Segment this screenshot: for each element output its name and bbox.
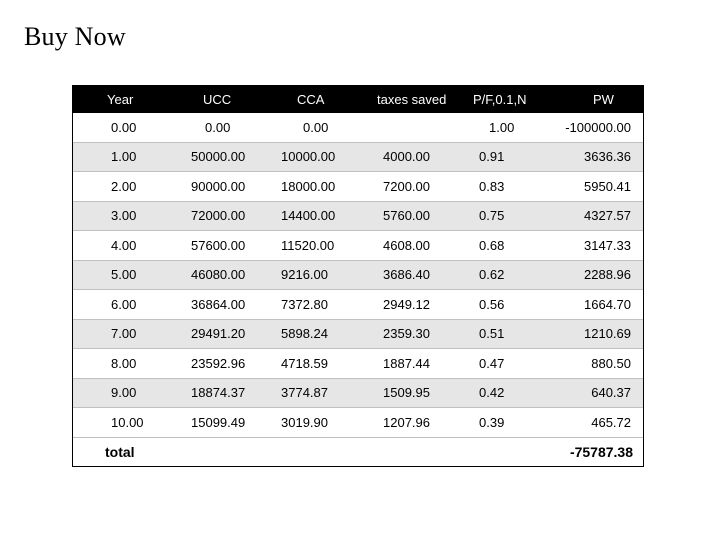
table-row (73, 172, 643, 202)
cca-cell: 9216.00 (281, 267, 328, 283)
taxes-saved-cell: 7200.00 (383, 178, 430, 194)
year-cell: 7.00 (111, 326, 137, 342)
year-cell: 2.00 (111, 178, 137, 194)
taxes-saved-cell: 1509.95 (383, 385, 430, 401)
pf-factor-cell: 0.47 (479, 355, 505, 371)
taxes-saved-cell: 1887.44 (383, 355, 430, 371)
ucc-cell: 90000.00 (191, 178, 246, 194)
table-row (73, 113, 643, 143)
table-body (73, 113, 643, 438)
header-cca: CCA (297, 92, 325, 107)
pw-cell: -100000.00 (565, 119, 631, 135)
year-cell: 5.00 (111, 267, 137, 283)
year-cell: 9.00 (111, 385, 137, 401)
pw-cell: 4327.57 (584, 208, 631, 224)
pw-cell: 1210.69 (584, 326, 631, 342)
cca-cell: 3019.90 (281, 414, 328, 430)
pw-cell: 2288.96 (584, 267, 631, 283)
ucc-cell: 0.00 (205, 119, 231, 135)
pf-factor-cell: 0.39 (479, 414, 505, 430)
header-year: Year (107, 92, 134, 107)
cca-cell: 5898.24 (281, 326, 328, 342)
pf-factor-cell: 0.42 (479, 385, 505, 401)
year-cell: 8.00 (111, 355, 137, 371)
table-row (73, 349, 643, 379)
header-taxes-saved: taxes saved (377, 92, 447, 107)
year-cell: 3.00 (111, 208, 137, 224)
pw-cell: 3147.33 (584, 237, 631, 253)
table-row (73, 202, 643, 232)
pw-cell: 1664.70 (584, 296, 631, 312)
total-row (73, 438, 643, 466)
pw-cell: 640.37 (591, 385, 631, 401)
taxes-saved-cell: 2359.30 (383, 326, 430, 342)
year-cell: 10.00 (111, 414, 144, 430)
pf-factor-cell: 0.51 (479, 326, 505, 342)
taxes-saved-cell: 4000.00 (383, 149, 430, 165)
table-row (73, 408, 643, 438)
spreadsheet-table (72, 85, 644, 467)
pw-cell: 5950.41 (584, 178, 631, 194)
ucc-cell: 36864.00 (191, 296, 246, 312)
ucc-cell: 50000.00 (191, 149, 246, 165)
table-row (73, 231, 643, 261)
total-value: -75787.38 (569, 443, 633, 460)
taxes-saved-cell: 5760.00 (383, 208, 430, 224)
pw-cell: 880.50 (591, 355, 631, 371)
pf-factor-cell: 0.91 (479, 149, 505, 165)
ucc-cell: 18874.37 (191, 385, 246, 401)
year-cell: 6.00 (111, 296, 137, 312)
ucc-cell: 72000.00 (191, 208, 246, 224)
cca-cell: 14400.00 (281, 208, 336, 224)
ucc-cell: 46080.00 (191, 267, 246, 283)
cca-cell: 18000.00 (281, 178, 336, 194)
cca-cell: 3774.87 (281, 385, 328, 401)
taxes-saved-cell: 1207.96 (383, 414, 430, 430)
cca-cell: 4718.59 (281, 355, 328, 371)
cca-cell: 11520.00 (281, 237, 335, 253)
year-cell: 0.00 (111, 119, 137, 135)
pf-factor-cell: 0.75 (479, 208, 505, 224)
ucc-cell: 29491.20 (191, 326, 246, 342)
pf-factor-cell: 0.83 (479, 178, 505, 194)
table-row (73, 143, 643, 173)
pf-factor-cell: 0.68 (479, 237, 505, 253)
slide-title: Buy Now (24, 22, 126, 51)
year-cell: 1.00 (111, 149, 137, 165)
header-ucc: UCC (203, 92, 232, 107)
taxes-saved-cell: 4608.00 (383, 237, 430, 253)
header-pw: PW (593, 92, 614, 107)
cca-cell: 0.00 (303, 119, 329, 135)
ucc-cell: 57600.00 (191, 237, 246, 253)
table-row (73, 320, 643, 350)
pf-factor-cell: 0.56 (479, 296, 505, 312)
total-label: total (105, 443, 135, 460)
pw-cell: 3636.36 (584, 149, 631, 165)
year-cell: 4.00 (111, 237, 137, 253)
table-row (73, 261, 643, 291)
table-header-row (73, 86, 643, 113)
ucc-cell: 15099.49 (191, 414, 246, 430)
table-row (73, 290, 643, 320)
pw-cell: 465.72 (591, 414, 631, 430)
header-pf-factor: P/F,0.1,N (473, 92, 527, 107)
cca-cell: 10000.00 (281, 149, 336, 165)
pf-factor-cell: 1.00 (489, 119, 515, 135)
taxes-saved-cell: 2949.12 (383, 296, 430, 312)
cca-cell: 7372.80 (281, 296, 328, 312)
taxes-saved-cell: 3686.40 (383, 267, 430, 283)
pf-factor-cell: 0.62 (479, 267, 505, 283)
table-row (73, 379, 643, 409)
ucc-cell: 23592.96 (191, 355, 246, 371)
